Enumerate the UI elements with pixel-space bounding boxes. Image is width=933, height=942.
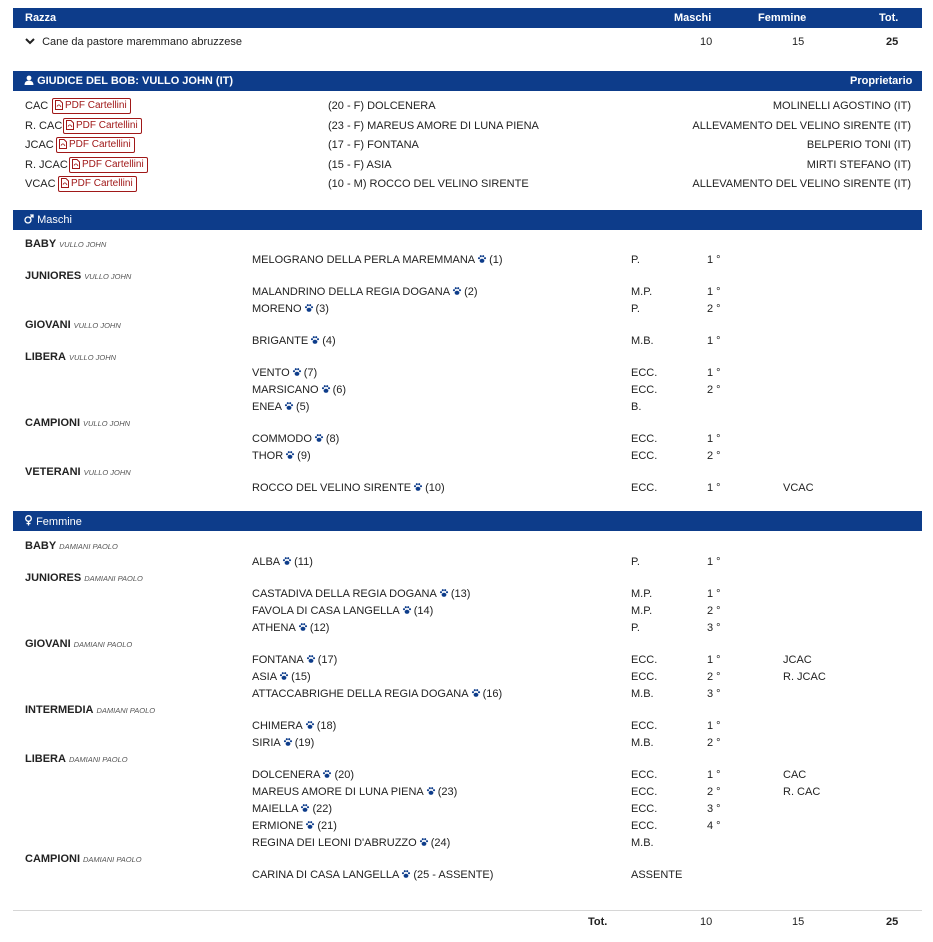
col-females-header: Femmine: [758, 12, 807, 24]
females-section-bar: [13, 511, 922, 531]
dog-placement: 2 °: [707, 786, 721, 798]
dog-row[interactable]: [252, 803, 332, 815]
dog-grade: M.P.: [631, 286, 653, 298]
class-judge: DAMIANI PAOLO: [73, 640, 133, 649]
award-code: R. JCAC: [25, 158, 68, 171]
dog-catalog-number: (23): [437, 786, 458, 798]
class-name: GIOVANI: [25, 638, 71, 650]
pdf-cartellini-button[interactable]: [58, 176, 137, 192]
dog-name: DOLCENERA: [252, 769, 321, 781]
class-header: [25, 466, 131, 478]
dog-name: ATHENA: [252, 622, 296, 634]
dog-grade: B.: [631, 401, 642, 413]
pdf-cartellini-button[interactable]: [63, 118, 142, 134]
paw-icon: [305, 720, 315, 730]
file-pdf-icon: [72, 159, 80, 169]
paw-icon: [439, 588, 449, 598]
file-pdf-icon: [55, 100, 63, 110]
dog-catalog-number: (11): [294, 556, 313, 568]
dog-name: ENEA: [252, 401, 282, 413]
dog-row[interactable]: [252, 671, 311, 683]
dog-grade: M.B.: [631, 335, 654, 347]
dog-name: COMMODO: [252, 433, 312, 445]
paw-icon: [321, 384, 331, 394]
class-header: [25, 572, 143, 584]
dog-row[interactable]: [252, 720, 336, 732]
award-code: CAC: [25, 100, 49, 112]
dog-catalog-number: (13): [450, 588, 471, 600]
award-dog: (23 - F) MAREUS AMORE DI LUNA PIENA: [328, 119, 539, 132]
dog-name: MORENO: [252, 303, 302, 315]
dog-placement: 3 °: [707, 688, 721, 700]
header-bar: [13, 8, 922, 28]
dog-grade: P.: [631, 254, 640, 266]
class-header: [25, 351, 116, 363]
bob-judge-title: GIUDICE DEL BOB: VULLO JOHN (IT): [37, 75, 234, 87]
breed-males: 10: [700, 36, 713, 48]
dog-catalog-number: (6): [332, 384, 347, 396]
dog-placement: 2 °: [707, 605, 721, 617]
dog-row[interactable]: [252, 786, 457, 798]
dog-placement: 1 °: [707, 433, 721, 445]
footer-divider: [13, 910, 922, 911]
dog-row[interactable]: [252, 588, 470, 600]
dog-placement: 3 °: [707, 803, 721, 815]
dog-row[interactable]: [252, 869, 493, 881]
award-owner: MOLINELLI AGOSTINO (IT): [772, 100, 911, 112]
dog-catalog-number: (20): [334, 769, 355, 781]
dog-grade: P.: [631, 303, 640, 315]
class-name: VETERANI: [25, 466, 81, 478]
dog-name: ASIA: [252, 671, 278, 683]
paw-icon: [306, 654, 316, 664]
dog-placement: 1 °: [707, 588, 721, 600]
dog-grade: M.B.: [631, 737, 654, 749]
footer-males: 10: [700, 916, 713, 928]
file-pdf-icon: [59, 139, 67, 149]
dog-name: FONTANA: [252, 654, 304, 666]
pdf-button-label: PDF Cartellini: [71, 178, 133, 189]
breed-females: 15: [792, 36, 805, 48]
dog-row[interactable]: [252, 401, 309, 413]
dog-catalog-number: (9): [297, 450, 311, 462]
paw-icon: [304, 303, 314, 313]
dog-row[interactable]: [252, 450, 311, 462]
dog-row[interactable]: [252, 688, 502, 700]
award-owner: BELPERIO TONI (IT): [806, 139, 911, 151]
dog-grade: M.P.: [631, 605, 653, 617]
breed-name: Cane da pastore maremmano abruzzese: [42, 36, 243, 48]
award-dog: (20 - F) DOLCENERA: [328, 100, 436, 112]
dog-placement: 3 °: [707, 622, 721, 634]
class-name: INTERMEDIA: [25, 704, 94, 716]
pdf-button-label: PDF Cartellini: [76, 119, 138, 131]
pdf-cartellini-button[interactable]: [56, 137, 135, 153]
pdf-cartellini-button[interactable]: [52, 98, 131, 114]
dog-placement: 4 °: [707, 820, 721, 832]
paw-icon: [310, 335, 320, 345]
dog-row[interactable]: [252, 769, 354, 781]
class-header: [25, 540, 118, 552]
pdf-button-label: PDF Cartellini: [65, 100, 127, 111]
dog-catalog-number: (5): [295, 401, 310, 413]
dog-title: R. CAC: [783, 786, 821, 798]
award-dog: (10 - M) ROCCO DEL VELINO SIRENTE: [328, 178, 529, 190]
dog-name: CARINA DI CASA LANGELLA: [252, 869, 400, 881]
file-pdf-icon: [61, 178, 69, 188]
award-dog: (15 - F) ASIA: [328, 158, 392, 171]
pdf-button-label: PDF Cartellini: [82, 158, 144, 170]
dog-grade: ECC.: [631, 482, 658, 494]
paw-icon: [284, 401, 294, 411]
paw-icon: [282, 556, 292, 566]
dog-name: REGINA DEI LEONI D'ABRUZZO: [252, 837, 417, 849]
class-header: [25, 753, 128, 765]
dog-name: ALBA: [252, 556, 281, 568]
dog-grade: ECC.: [631, 786, 658, 798]
dog-row[interactable]: [252, 303, 329, 315]
dog-grade: ECC.: [631, 720, 658, 732]
dog-catalog-number: (7): [303, 367, 318, 379]
class-header: [25, 704, 155, 716]
class-name: CAMPIONI: [25, 417, 80, 429]
breed-total: 25: [886, 36, 899, 48]
class-header: [25, 270, 131, 282]
award-dog: (17 - F) FONTANA: [328, 139, 419, 151]
bob-judge-bar: [13, 71, 922, 91]
dog-name: MELOGRANO DELLA PERLA MAREMMANA: [252, 254, 476, 266]
paw-icon: [300, 803, 310, 813]
dog-grade: ECC.: [631, 367, 658, 379]
dog-catalog-number: (4): [322, 335, 336, 347]
dog-name: CASTADIVA DELLA REGIA DOGANA: [252, 588, 437, 600]
dog-grade: ECC.: [631, 654, 658, 666]
dog-row[interactable]: [252, 737, 314, 749]
col-males-header: Maschi: [674, 12, 712, 24]
paw-icon: [322, 769, 332, 779]
dog-name: MARSICANO: [252, 384, 319, 396]
dog-title: VCAC: [783, 482, 814, 494]
class-judge: VULLO JOHN: [83, 468, 131, 477]
dog-name: CHIMERA: [252, 720, 303, 732]
dog-placement: 2 °: [707, 303, 721, 315]
dog-row[interactable]: [252, 820, 337, 832]
paw-icon: [477, 254, 487, 264]
class-judge: VULLO JOHN: [59, 240, 107, 249]
dog-catalog-number: (1): [489, 254, 503, 266]
class-judge: DAMIANI PAOLO: [83, 855, 142, 864]
dog-catalog-number: (15): [291, 671, 311, 683]
males-section-bar: [13, 210, 922, 230]
paw-icon: [283, 737, 293, 747]
class-judge: DAMIANI PAOLO: [84, 574, 143, 583]
class-header: [25, 417, 130, 429]
dog-row[interactable]: [252, 335, 336, 347]
dog-catalog-number: (19): [294, 737, 315, 749]
male-icon: [24, 214, 34, 224]
paw-icon: [305, 820, 315, 830]
class-judge: VULLO JOHN: [68, 353, 117, 362]
dog-title: R. JCAC: [783, 671, 826, 683]
class-judge: DAMIANI PAOLO: [59, 542, 118, 551]
dog-name: BRIGANTE: [252, 335, 309, 347]
dog-catalog-number: (24): [430, 837, 451, 849]
dog-name: MAREUS AMORE DI LUNA PIENA: [252, 786, 424, 798]
dog-grade: P.: [631, 622, 640, 634]
dog-catalog-number: (12): [309, 622, 330, 634]
award-code: VCAC: [25, 178, 56, 190]
dog-catalog-number: (18): [316, 720, 337, 732]
dog-title: CAC: [783, 769, 807, 781]
dog-catalog-number: (21): [317, 820, 337, 832]
award-code: R. CAC: [25, 119, 63, 132]
dog-catalog-number: (14): [413, 605, 434, 617]
class-name: LIBERA: [25, 753, 66, 765]
dog-placement: 2 °: [707, 671, 721, 683]
dog-name: MAIELLA: [252, 803, 299, 815]
dog-grade: M.P.: [631, 588, 653, 600]
dog-name: FAVOLA DI CASA LANGELLA: [252, 605, 400, 617]
file-pdf-icon: [66, 120, 74, 130]
award-owner: MIRTI STEFANO (IT): [806, 158, 911, 171]
class-name: BABY: [25, 238, 57, 250]
paw-icon: [279, 671, 289, 681]
dog-row[interactable]: [252, 367, 317, 379]
class-judge: VULLO JOHN: [84, 272, 132, 281]
dog-placement: 1 °: [707, 556, 721, 568]
dog-placement: 1 °: [707, 720, 721, 732]
chevron-down-icon: [25, 37, 35, 45]
class-header: [25, 853, 142, 865]
dog-grade: ECC.: [631, 384, 658, 396]
dog-catalog-number: (16): [482, 688, 503, 700]
paw-icon: [314, 433, 324, 443]
dog-catalog-number: (3): [315, 303, 329, 315]
award-owner: ALLEVAMENTO DEL VELINO SIRENTE (IT): [692, 178, 911, 190]
dog-placement: 1 °: [707, 769, 721, 781]
dog-grade: P.: [631, 556, 640, 568]
paw-icon: [413, 482, 423, 492]
paw-icon: [402, 605, 412, 615]
class-header: [25, 319, 121, 331]
class-header: [25, 638, 132, 650]
paw-icon: [426, 786, 436, 796]
dog-name: VENTO: [252, 367, 290, 379]
dog-row[interactable]: [252, 605, 433, 617]
dog-name: MALANDRINO DELLA REGIA DOGANA: [252, 286, 451, 298]
dog-placement: 2 °: [707, 737, 721, 749]
dog-catalog-number: (25 - ASSENTE): [413, 869, 494, 881]
dog-row[interactable]: [252, 556, 313, 568]
dog-grade: ECC.: [631, 671, 658, 683]
dog-row[interactable]: [252, 254, 503, 266]
class-name: JUNIORES: [25, 572, 82, 584]
dog-placement: 1 °: [707, 254, 721, 266]
female-icon: [24, 515, 33, 526]
dog-row[interactable]: [252, 622, 329, 634]
col-breed-header: Razza: [25, 12, 57, 24]
dog-name: ROCCO DEL VELINO SIRENTE: [252, 482, 412, 494]
user-icon: [24, 75, 34, 85]
col-total-header: Tot.: [879, 12, 899, 24]
dog-name: SIRIA: [252, 737, 281, 749]
dog-row[interactable]: [252, 433, 339, 445]
females-section-title: Femmine: [36, 516, 82, 528]
class-name: BABY: [25, 540, 57, 552]
footer-total: 25: [886, 916, 899, 928]
dog-placement: 2 °: [707, 450, 721, 462]
paw-icon: [471, 688, 481, 698]
class-judge: DAMIANI PAOLO: [96, 706, 156, 715]
dog-grade: ASSENTE: [631, 869, 683, 881]
dog-placement: 1 °: [707, 482, 721, 494]
award-owner: ALLEVAMENTO DEL VELINO SIRENTE (IT): [692, 119, 911, 132]
dog-placement: 1 °: [707, 654, 721, 666]
paw-icon: [298, 622, 308, 632]
class-judge: DAMIANI PAOLO: [68, 755, 128, 764]
class-name: GIOVANI: [25, 319, 71, 331]
class-judge: VULLO JOHN: [73, 321, 121, 330]
footer-total-label: Tot.: [588, 916, 608, 928]
class-header: [25, 238, 106, 250]
class-judge: VULLO JOHN: [83, 419, 131, 428]
dog-name: ATTACCABRIGHE DELLA REGIA DOGANA: [252, 688, 469, 700]
dog-grade: ECC.: [631, 433, 658, 445]
dog-row[interactable]: [252, 286, 478, 298]
dog-catalog-number: (22): [312, 803, 333, 815]
paw-icon: [401, 869, 411, 879]
dog-placement: 2 °: [707, 384, 721, 396]
dog-name: ERMIONE: [252, 820, 304, 832]
paw-icon: [419, 837, 429, 847]
dog-row[interactable]: [252, 654, 337, 666]
dog-name: THOR: [252, 450, 284, 462]
dog-catalog-number: (10): [425, 482, 445, 494]
dog-placement: 1 °: [707, 335, 721, 347]
dog-title: JCAC: [783, 654, 812, 666]
dog-row[interactable]: [252, 482, 445, 494]
dog-grade: M.B.: [631, 688, 654, 700]
dog-grade: M.B.: [631, 837, 654, 849]
dog-grade: ECC.: [631, 803, 658, 815]
footer-females: 15: [792, 916, 805, 928]
males-section-title: Maschi: [37, 214, 72, 226]
dog-grade: ECC.: [631, 820, 658, 832]
dog-grade: ECC.: [631, 450, 658, 462]
paw-icon: [292, 367, 302, 377]
award-code: JCAC: [25, 139, 54, 151]
dog-placement: 1 °: [707, 286, 721, 298]
dog-catalog-number: (8): [325, 433, 340, 445]
dog-grade: ECC.: [631, 769, 658, 781]
breed-row-toggle[interactable]: [25, 36, 242, 48]
dog-catalog-number: (2): [464, 286, 478, 298]
dog-catalog-number: (17): [317, 654, 338, 666]
class-name: LIBERA: [25, 351, 66, 363]
paw-icon: [452, 286, 462, 296]
class-name: CAMPIONI: [25, 853, 80, 865]
paw-icon: [285, 450, 295, 460]
dog-row[interactable]: [252, 837, 450, 849]
dog-placement: 1 °: [707, 367, 721, 379]
pdf-cartellini-button[interactable]: [69, 157, 148, 173]
class-name: JUNIORES: [25, 270, 82, 282]
pdf-button-label: PDF Cartellini: [69, 139, 131, 150]
owner-header: Proprietario: [850, 75, 913, 87]
dog-row[interactable]: [252, 384, 346, 396]
